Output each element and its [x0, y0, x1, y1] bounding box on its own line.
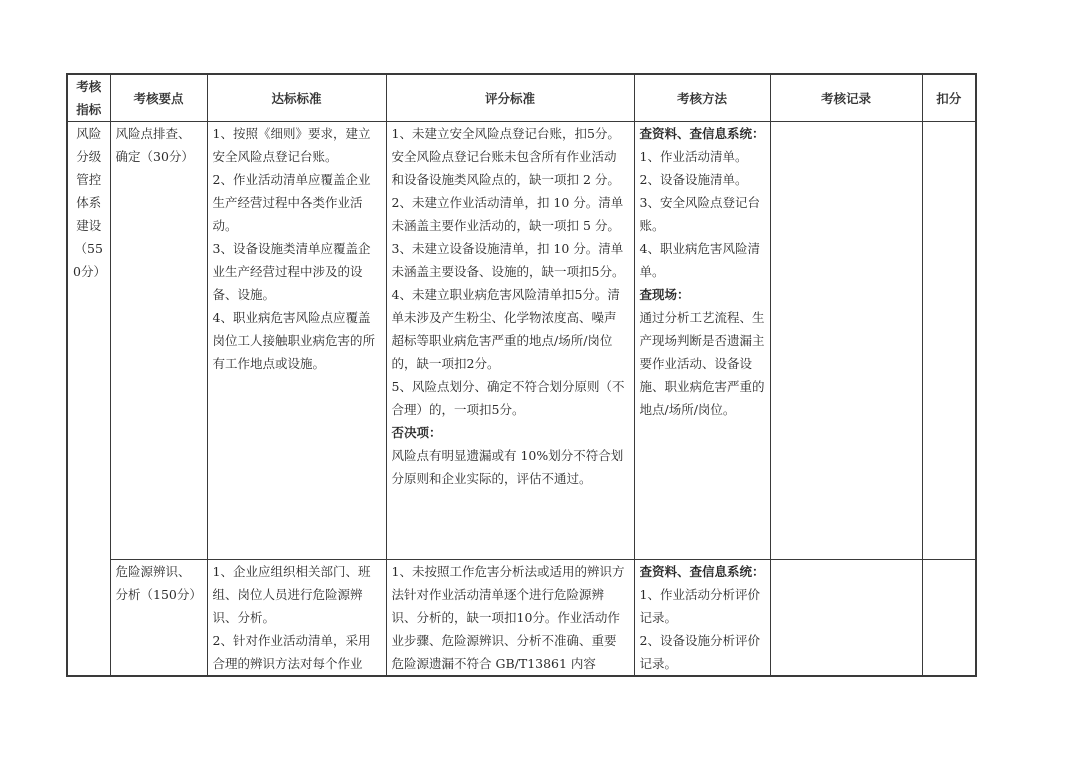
record-cell[interactable] [770, 560, 922, 677]
standard-item: 3、设备设施类清单应覆盖企业生产经营过程中涉及的设备、设施。 [212, 241, 371, 302]
standard-cell [207, 122, 386, 560]
indicator-cell [67, 122, 110, 677]
key-point-cell: 风险点排查、确定（30分） [110, 122, 207, 560]
method-item: 1、作业活动清单。 [639, 149, 748, 164]
indicator-line: 风险 [76, 126, 102, 141]
table-row [67, 122, 976, 560]
method-heading: 查现场： [639, 287, 690, 302]
scoring-item: 3、未建立设备设施清单，扣 10 分。清单未涵盖主要设备、设施的，缺一项扣5分。 [391, 241, 625, 279]
scoring-item: 5、风险点划分、确定不符合划分原则（不合理）的，一项扣5分。 [391, 379, 625, 417]
method-clip [640, 560, 765, 675]
scoring-cell [386, 560, 634, 677]
method-item: 2、设备设施分析评价记录。 [639, 633, 760, 671]
assessment-table [66, 73, 977, 677]
method-item: 2、设备设施清单。 [639, 172, 748, 187]
record-cell[interactable] [770, 122, 922, 560]
method-item: 1、作业活动分析评价记录。 [639, 587, 760, 625]
header-indicator-line: 考核 [76, 79, 102, 94]
method-item: 3、安全风险点登记台账。 [639, 195, 760, 233]
scoring-clip [392, 560, 629, 675]
method-heading: 查资料、查信息系统： [639, 126, 765, 141]
scoring-item: 1、未按照工作危害分析法或适用的辨识方法针对作业活动清单逐个进行危险源辨识、分析的，缺一项扣10分。作业活动作业步骤、危险源辨识、分析不准确、重要危险源遗漏不符合 GB/T13861 内容 [391, 564, 625, 671]
table-header-row [67, 74, 976, 122]
indicator-line: （55 [74, 241, 103, 256]
deduction-cell[interactable] [922, 122, 976, 560]
method-item: 通过分析工艺流程、生产现场判断是否遗漏主要作业活动、设备设施、职业病危害严重的地点/场所/岗位。 [639, 310, 765, 417]
header-record: 考核记录 [770, 74, 922, 122]
header-indicator-line: 指标 [76, 102, 102, 117]
standard-cell [207, 560, 386, 677]
scoring-item: 1、未建立安全风险点登记台账，扣5分。安全风险点登记台账未包含所有作业活动和设备设施类风险点的，缺一项扣 2 分。 [391, 126, 620, 187]
header-deduction: 扣分 [922, 74, 976, 122]
method-heading: 查资料、查信息系统： [639, 564, 765, 579]
standard-item: 2、针对作业活动清单，采用合理的辨识方法对每个作业 [212, 633, 371, 671]
indicator-line: 建设 [76, 218, 102, 233]
header-scoring: 评分标准 [386, 74, 634, 122]
method-cell [634, 560, 770, 677]
standard-item: 4、职业病危害风险点应覆盖岗位工人接触职业病危害的所有工作地点或设施。 [212, 310, 376, 371]
table-row [67, 560, 976, 677]
header-standard: 达标标准 [207, 74, 386, 122]
indicator-line: 分级 [76, 149, 102, 164]
deduction-cell[interactable] [922, 560, 976, 677]
standard-clip [213, 560, 381, 675]
header-indicator [67, 74, 110, 122]
scoring-item: 4、未建立职业病危害风险清单扣5分。清单未涉及产生粉尘、化学物浓度高、噪声超标等职业病危害严重的地点/场所/岗位的，缺一项扣2分。 [391, 287, 620, 371]
standard-item: 2、作业活动清单应覆盖企业生产经营过程中各类作业活动。 [212, 172, 371, 233]
header-key-point: 考核要点 [110, 74, 207, 122]
method-cell [634, 122, 770, 560]
scoring-cell [386, 122, 634, 560]
indicator-line: 0分） [73, 264, 106, 279]
indicator-line: 体系 [76, 195, 102, 210]
veto-item: 风险点有明显遗漏或有 10%划分不符合划分原则和企业实际的，评估不通过。 [391, 448, 624, 486]
key-point-cell: 危险源辨识、分析（150分） [110, 560, 207, 677]
standard-item: 1、企业应组织相关部门、班组、岗位人员进行危险源辨识、分析。 [212, 564, 371, 625]
veto-heading: 否决项： [391, 425, 442, 440]
method-item: 4、职业病危害风险清单。 [639, 241, 760, 279]
header-method: 考核方法 [634, 74, 770, 122]
scoring-item: 2、未建立作业活动清单，扣 10 分。清单未涵盖主要作业活动的，缺一项扣 5 分。 [391, 195, 624, 233]
standard-item: 1、按照《细则》要求，建立安全风险点登记台账。 [212, 126, 371, 164]
indicator-line: 管控 [76, 172, 102, 187]
